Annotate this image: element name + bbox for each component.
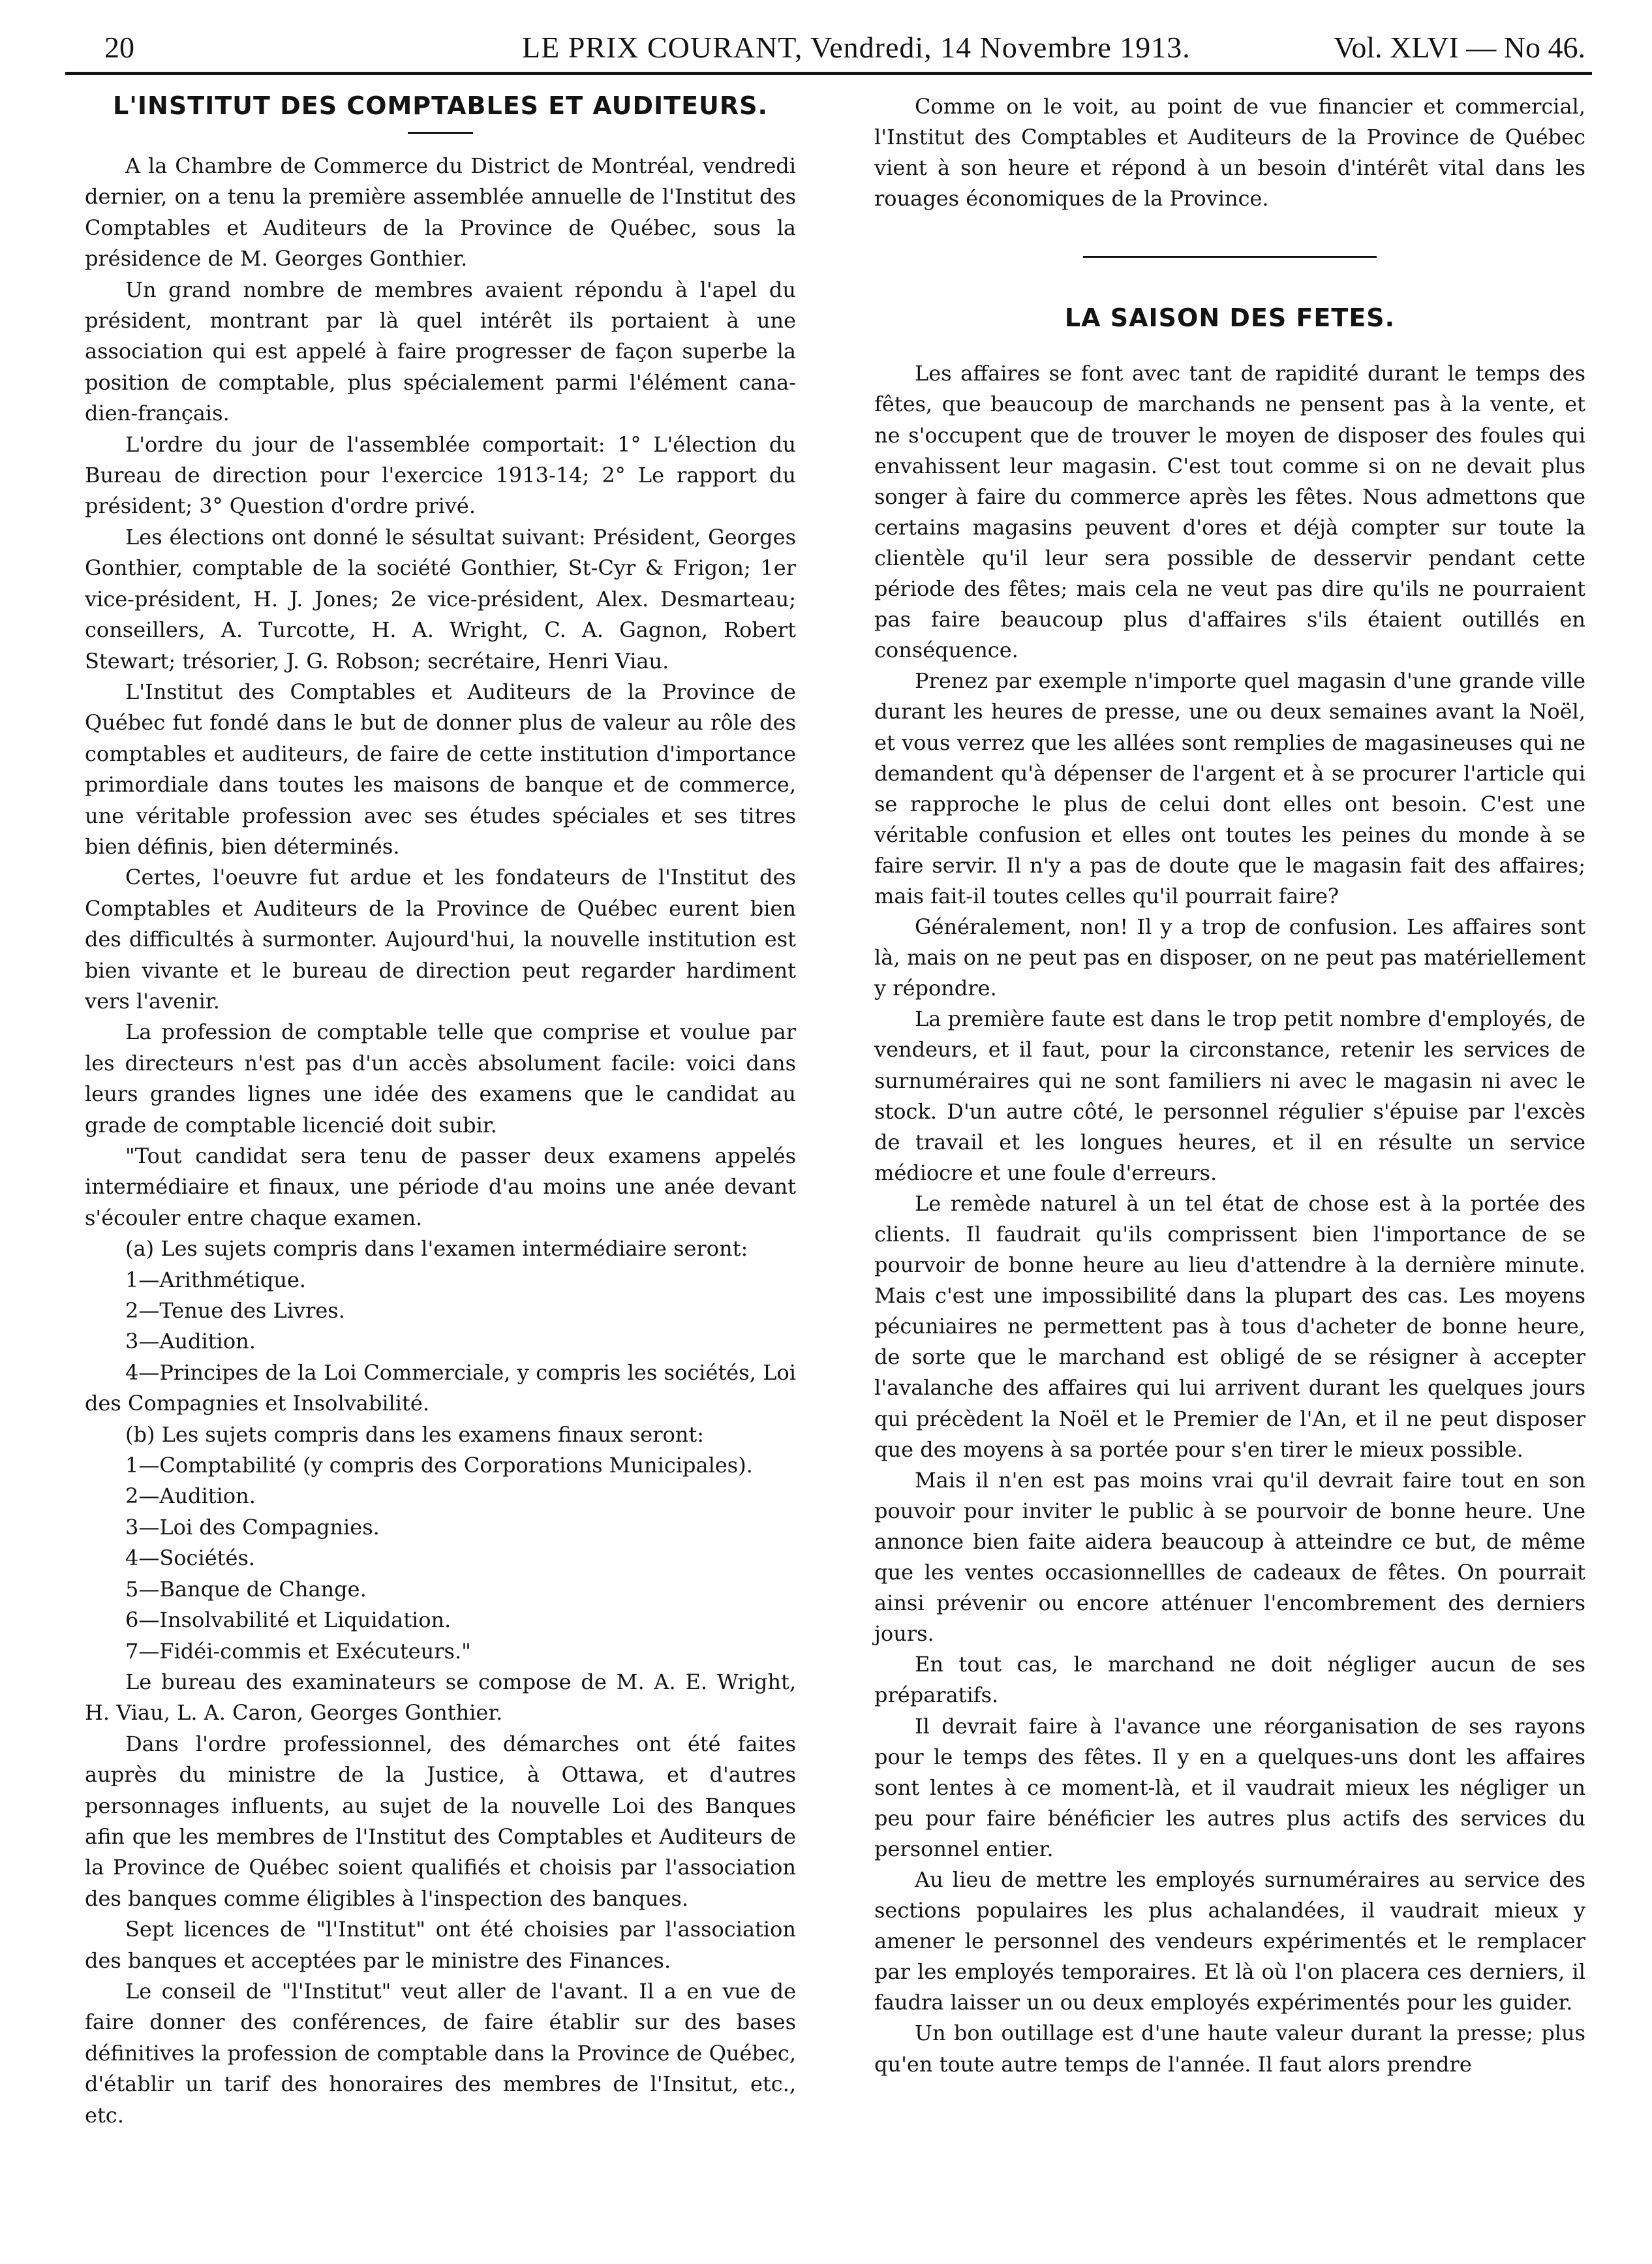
paragraph-bold: Un grand nombre de membres avaient répondu à l'apel du président, montrant par là quel intérêt ils portaient à une association qui est appelé à faire progresser de façon superbe la position de comptable, plus spécialement parmi l'élément cana-dien-français.	[85, 277, 796, 426]
paragraph: Il devrait faire à l'avance une réorganisation de ses rayons pour le temps des fêtes. Il y en a quelques-uns dont les affaires sont lentes à ce moment-là, et il vaudrait mieux les négliger un peu pour faire bénéficier les autres plus actifs des services du personnel entier.	[874, 1713, 1585, 1861]
paragraph: Le conseil de "l'Institut" veut aller de l'avant. Il a en vue de faire donner des conférences, de faire établir sur des bases définitives la profession de comptable dans la Province de Québec, d'établir un tarif des honoraires des membres de l'Insitut, etc., etc.	[85, 1978, 796, 2128]
list-intro: (a) Les sujets compris dans l'examen intermédiaire seront:	[125, 1236, 748, 1262]
list-item: 4—Principes de la Loi Commerciale, y compris les sociétés, Loi des Compagnies et Insolvabilité.	[85, 1359, 796, 1416]
spacer	[874, 332, 1585, 358]
publication-title: LE PRIX COURANT, Vendredi, 14 Novembre 1913.	[522, 31, 1191, 64]
paragraph: La première faute est dans le trop petit nombre d'employés, de vendeurs, et il faut, pour la circonstance, retenir les services de surnuméraires qui ne sont familiers ni avec le magasin ni avec le stock. D'un autre côté, le personnel régulier s'épuise par l'excès de travail et les longues heures, et il en résulte un service médiocre et une foule d'erreurs.	[874, 1006, 1585, 1185]
paragraph: Le bureau des examinateurs se compose de M. A. E. Wright, H. Viau, L. A. Caron, Georges Gonthier.	[85, 1669, 796, 1726]
right-column	[874, 91, 1585, 2080]
paragraph: Prenez par exemple n'importe quel magasin d'une grande ville durant les heures de presse, une ou deux semaines avant la Noël, et vous verrez que les allées sont remplies de magasineuses qui ne demandent qu'à dépenser de l'argent et à se procurer l'article qui se rapproche le plus de celui dont elles ont besoin. C'est une véritable confusion et elles ont toutes les peines du monde à se faire servir. Il n'y a pas de doute que le magasin fait des affaires; mais fait-il toutes celles qu'il pourrait faire?	[874, 668, 1585, 908]
header-rule	[65, 72, 1592, 75]
list-item: 1—Arithmétique.	[125, 1267, 307, 1292]
article-separator	[1083, 256, 1377, 258]
volume-number: Vol. XLVI — No 46.	[1334, 31, 1585, 64]
paragraph: Généralement, non! Il y a trop de confusion. Les affaires sont là, mais on ne peut pas en disposer, on ne peut pas matériellement y répondre.	[874, 914, 1585, 1001]
list-item: 4—Sociétés.	[125, 1545, 256, 1571]
paragraph: La profession de comptable telle que comprise et voulue par les directeurs n'est pas d'un accès absolument facile: voici dans leurs grandes lignes une idée des examens que le candidat au grade de comptable licencié doit subir.	[85, 1019, 796, 1138]
paragraph: Certes, l'oeuvre fut ardue et les fondateurs de l'Institut des Comptables et Auditeurs de la Province de Québec eurent bien des difficultés à surmonter. Aujourd'hui, la nouvelle institution est bien vivante et le bureau de direction peut regarder hardiment vers l'avenir.	[85, 865, 796, 1014]
paragraph: Dans l'ordre professionnel, des démarches ont été faites auprès du ministre de la Justice, à Ottawa, et d'autres personnages influents, au sujet de la nouvelle Loi des Banques afin que les membres de l'Institut des Comptables et Auditeurs de la Province de Québec soient qualifiés et choisis par l'association des banques comme éligibles à l'inspection des banques.	[85, 1731, 796, 1911]
list-item: 3—Loi des Compagnies.	[125, 1514, 380, 1540]
article-title: LA SAISON DES FETES.	[1064, 303, 1396, 333]
list-item: 1—Comptabilité (y compris des Corporations Municipales).	[125, 1453, 753, 1478]
paragraph: Le remède naturel à un tel état de chose est à la portée des clients. Il faudrait qu'ils comprissent bien l'importance de se pourvoir de bonne heure au lieu d'attendre à la dernière minute. Mais c'est une impossibilité dans la plupart des cas. Les moyens pécuniaires ne permettent pas à tous d'acheter de bonne heure, de sorte que le marchand est obligé de se résigner à accepter l'avalanche des affaires qui lui arrivent durant les quelques jours qui précèdent la Noël et le Premier de l'An, et il ne peut disposer que des moyens à sa portée pour s'en tirer le mieux possible.	[874, 1190, 1585, 1462]
paragraph: Mais il n'en est pas moins vrai qu'il devrait faire tout en son pouvoir pour inviter le public à se pourvoir de bonne heure. Une annonce bien faite aidera beaucoup à atteindre ce but, de même que les ventes occasionnellles de cadeaux de fêtes. On pourrait ainsi prévenir ou encore atténuer l'encombrement des derniers jours.	[874, 1467, 1585, 1647]
list-item: 2—Audition.	[125, 1483, 256, 1509]
paragraph: Comme on le voit, au point de vue financier et commercial, l'Institut des Comptables et Auditeurs de la Province de Québec vient à son heure et répond à un besoin d'intérêt vital dans les rouages économiques de la Province.	[874, 94, 1585, 211]
page-number: 20	[104, 31, 134, 64]
paragraph: A la Chambre de Commerce du District de Montréal, vendredi dernier, on a tenu la première assemblée annuelle de l'Institut des Comptables et Auditeurs de la Province de Québec, sous la présidence de M. Georges Gonthier.	[85, 153, 796, 271]
list-item: 7—Fidéi-commis et Exécuteurs."	[125, 1638, 471, 1664]
paragraph: L'ordre du jour de l'assemblée comportait: 1° L'élection du Bureau de direction pour l'exercice 1913-14; 2° Le rapport du président; 3° Question d'ordre privé.	[85, 431, 796, 519]
article-title: L'INSTITUT DES COMPTABLES ET AUDITEURS.	[113, 91, 768, 120]
paragraph: En tout cas, le marchand ne doit négliger aucun de ses préparatifs.	[874, 1652, 1585, 1708]
list-item: 5—Banque de Change.	[125, 1576, 367, 1602]
list-item: 3—Audition.	[125, 1329, 256, 1354]
paragraph: "Tout candidat sera tenu de passer deux examens appelés intermédiaire et finaux, une période d'au moins une anée devant s'écouler entre chaque examen.	[85, 1143, 796, 1230]
list-item: 6—Insolvabilité et Liquidation.	[125, 1607, 451, 1633]
paragraph: L'Institut des Comptables et Auditeurs de la Province de Québec fut fondé dans le but de donner plus de valeur au rôle des comptables et auditeurs, de faire de cette institution d'importance primordiale dans toutes les maisons de banque et de commerce, une véritable profession avec ses études spéciales et ses titres bien définis, bien déterminés.	[85, 679, 796, 859]
paragraph: Les affaires se font avec tant de rapidité durant le temps des fêtes, que beaucoup de marchands ne pensent pas à la vente, et ne s'occupent que de trouver le moyen de disposer des foules qui envahissent leur magasin. C'est tout comme si on ne devait plus songer à faire du commerce après les fêtes. Nous admettons que certains magasins peuvent d'ores et déjà compter sur toute la clientèle qu'il leur sera possible de desservir pendant cette période des fêtes; mais cela ne veut pas dire qu'ils ne pourraient pas faire beaucoup plus d'affaires s'ils étaient outillés en conséquence.	[874, 361, 1585, 663]
list-intro: (b) Les sujets compris dans les examens finaux seront:	[125, 1421, 704, 1447]
list-item: 2—Tenue des Livres.	[125, 1298, 345, 1324]
paragraph: Au lieu de mettre les employés surnuméraires au service des sections populaires les plus achalandées, il vaudrait mieux y amener le personnel des vendeurs expérimentés et le remplacer par les employés temporaires. Et là où l'on placera ces derniers, il faudra laisser un ou deux employés expérimentés pour les guider.	[874, 1867, 1585, 2015]
page-header	[65, 25, 1592, 70]
left-column	[85, 91, 796, 2131]
paragraph: Un bon outillage est d'une haute valeur durant la presse; plus qu'en toute autre temps de l'année. Il faut alors prendre	[874, 2021, 1585, 2077]
title-rule	[408, 132, 473, 134]
paragraph: Les élections ont donné le sésultat suivant: Président, Georges Gonthier, comptable de la société Gonthier, St-Cyr & Frigon; 1er vice-président, H. J. Jones; 2e vice-président, Alex. Desmarteau; conseillers, A. Turcotte, H. A. Wright, C. A. Gagnon, Robert Stewart; trésorier, J. G. Robson; secrétaire, Henri Viau.	[85, 524, 796, 674]
paragraph: Sept licences de "l'Institut" ont été choisies par l'association des banques et acceptées par le ministre des Finances.	[85, 1917, 796, 1973]
